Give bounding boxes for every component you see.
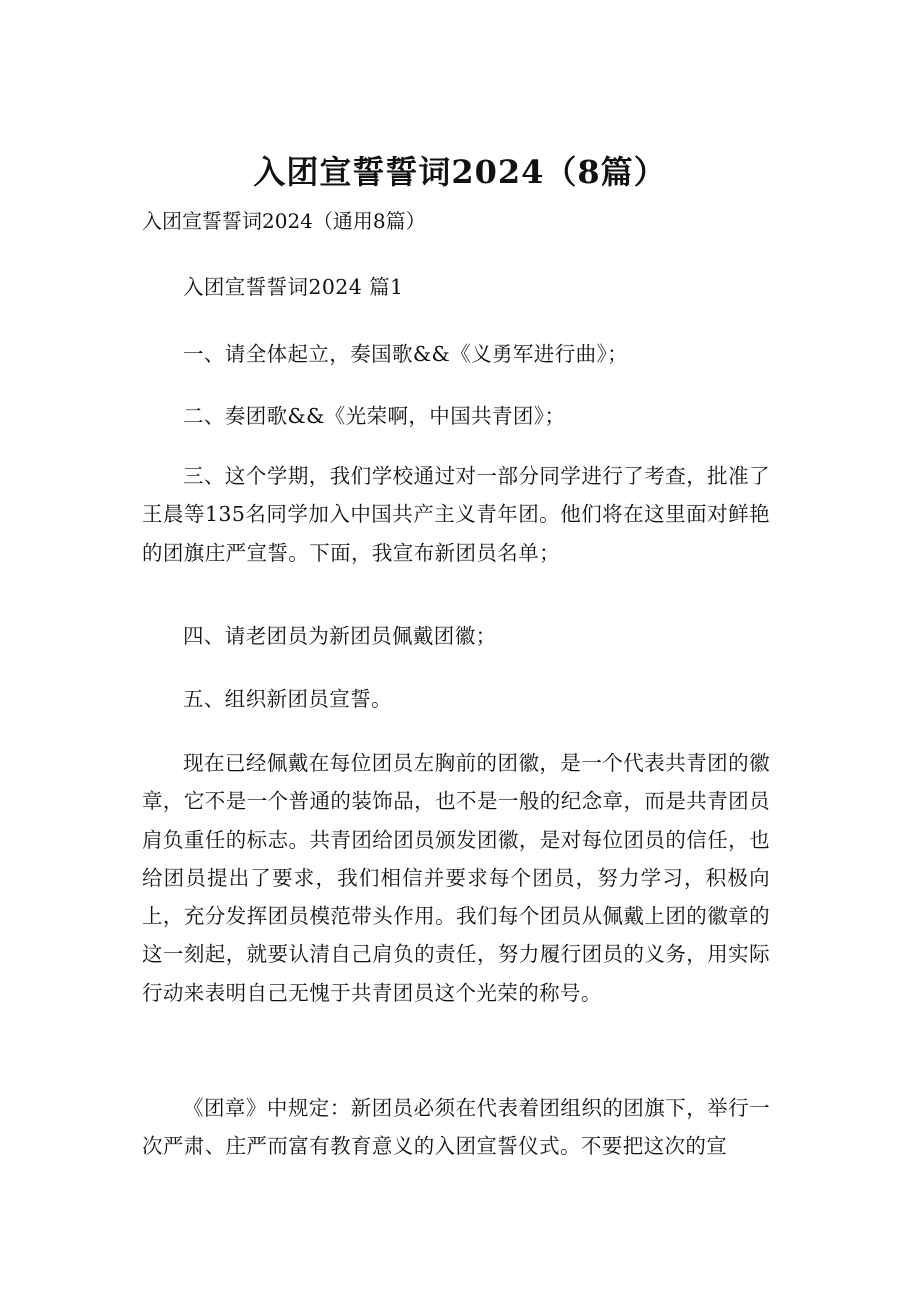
paragraph-step-4: 四、请老团员为新团员佩戴团徽； xyxy=(183,624,497,648)
paragraph-badge-meaning: 现在已经佩戴在每位团员左胸前的团徽，是一个代表共青团的徽章，它不是一个普通的装饰品，也不是一般的纪念章，而是共青团员肩负重任的标志。共青团给团员颁发团徽，是对每位团员的信任，也给团员提出了要求，我们相信并要求每个团员，努力学习，积极向上，充分发挥团员模范带头作用。我们每个团员从佩戴上团的徽章的这一刻起，就要认清自己肩负的责任，努力履行团员的义务，用实际行动来表明自己无愧于共青团员这个光荣的称号。 xyxy=(142,751,770,1005)
paragraph-step-2: 二、奏团歌&&《光荣啊，中国共青团》； xyxy=(183,404,566,428)
paragraph-step-5: 五、组织新团员宣誓。 xyxy=(183,687,392,711)
paragraph-step-1: 一、请全体起立，奏国歌&&《义勇军进行曲》； xyxy=(183,342,629,366)
document-title: 入团宣誓誓词2024（8篇） xyxy=(253,153,667,191)
paragraph-step-3: 三、这个学期，我们学校通过对一部分同学进行了考查，批准了王晨等135名同学加入中国共产主义青年团。他们将在这里面对鲜艳的团旗庄严宣誓。下面，我宣布新团员名单； xyxy=(142,464,770,565)
paragraph-charter-rule: 《团章》中规定：新团员必须在代表着团组织的团旗下，举行一次严肃、庄严而富有教育意义的入团宣誓仪式。不要把这次的宣 xyxy=(142,1096,770,1159)
document-subtitle: 入团宣誓誓词2024（通用8篇） xyxy=(142,209,426,233)
section-heading: 入团宣誓誓词2024 篇1 xyxy=(183,275,404,299)
